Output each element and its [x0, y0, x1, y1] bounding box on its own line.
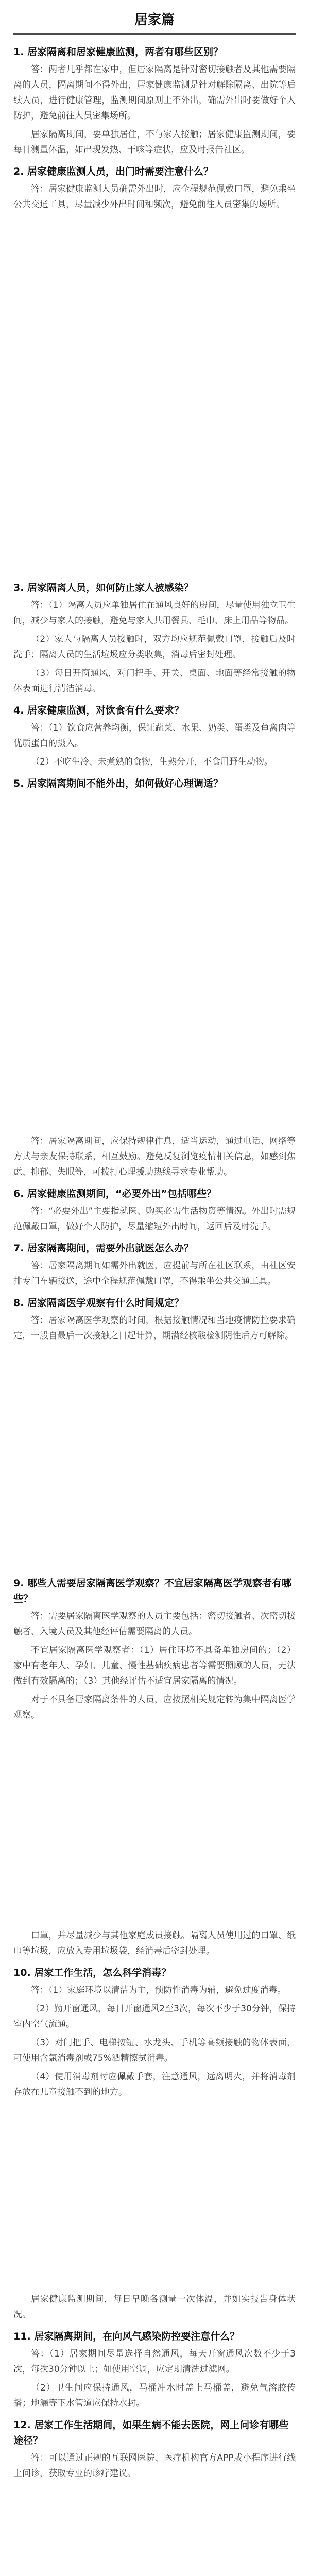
- section-5-body: [13, 1928, 296, 2100]
- answer-paragraph: 答：（1）家庭环境以清洁为主，预防性消毒为辅，避免过度消毒。: [31, 1985, 286, 1995]
- section-1-body: [13, 44, 296, 212]
- answer-paragraph: 答：居家健康监测人员确需外出时，应全程规范佩戴口罩，避免乘坐公共交通工具，尽量减少外出时间和频次，避免前往人员密集的场所。: [13, 184, 296, 210]
- answer-paragraph: 答：（1）居家期间尽量选择自然通风，每天开窗通风次数不少于3次，每次30分钟以上；如使用空调，应定期清洗过滤网。: [13, 2349, 296, 2375]
- answer-paragraph: 居家健康监测期间，每日早晚各测量一次体温，并如实报告身体状况。: [13, 2294, 296, 2320]
- section-6: [0, 2282, 309, 2576]
- section-3-body: [13, 1133, 296, 1344]
- section-6-body: [13, 2292, 296, 2481]
- question-heading: 10. 居家工作生活，怎么科学消毒？: [13, 1967, 171, 1978]
- section-5: [0, 1919, 309, 2238]
- answer-paragraph: 答：“必要外出”主要指就医、购买必需生活物资等情况。外出时需规范佩戴口罩，做好个人防护，尽量缩短外出时间，返回后及时洗手。: [13, 1206, 296, 1232]
- question-heading: 12. 居家工作生活期间，如果生病不能去医院，网上问诊有哪些途径？: [13, 2419, 289, 2446]
- answer-paragraph: 不宜居家隔离医学观察者：（1）居住环境不具备单独房间的；（2）家中有老年人、孕妇、儿童、慢性基础疾病患者等需要照顾的人员，无法做到有效隔离的；（3）其他经评估不适宜居家隔离的情况。: [13, 1645, 296, 1686]
- question-heading: 11. 居家隔离期间，在向风气感染防控要注意什么？: [13, 2331, 240, 2342]
- section-2-body: [13, 580, 296, 791]
- answer-paragraph: 答：居家隔离医学观察的时间，根据接触情况和当地疫情防控要求确定，一般自最后一次接触之日起计算，期满经核酸检测阴性后方可解除。: [13, 1315, 296, 1341]
- answer-paragraph: （4）使用消毒剂时应佩戴手套，注意通风，远离明火，并将消毒剂存放在儿童接触不到的地方。: [13, 2072, 296, 2097]
- section-divider: [0, 1516, 309, 1560]
- answer-paragraph: 答：可以通过正规的互联网医院、医疗机构官方APP或小程序进行线上问诊，获取专业的诊疗建议。: [13, 2453, 296, 2479]
- section-1: [0, 0, 309, 520]
- question-heading: 3. 居家隔离人员，如何防止家人被感染？: [13, 582, 194, 594]
- question-heading: 7. 居家隔离期间，需要外出就医怎么办？: [13, 1243, 194, 1254]
- answer-paragraph: 对于不具备居家隔离条件的人员，应按照相关规定转为集中隔离医学观察。: [13, 1694, 296, 1720]
- section-4: [0, 1560, 309, 1874]
- answer-paragraph: （2）不吃生冷、未煮熟的食物，生熟分开，不食用野生动物。: [31, 757, 273, 767]
- question-heading: 5. 居家隔离期间不能外出，如何做好心理调适？: [13, 778, 224, 789]
- question-heading: 2. 居家健康监测人员，出门时需要注意什么？: [13, 166, 214, 177]
- section-2: [0, 565, 309, 1080]
- section-divider: [0, 2238, 309, 2282]
- answer-paragraph: （3）每日开窗通风，对门把手、开关、桌面、地面等经常接触的物体表面进行清洁消毒。: [13, 668, 296, 694]
- section-divider: [0, 1080, 309, 1124]
- question-heading: 8. 居家隔离医学观察有什么时间规定？: [13, 1297, 184, 1309]
- answer-paragraph: 口罩，并尽量减少与其他家庭成员接触。隔离人员使用过的口罩、纸巾等垃圾，应放入专用垃圾袋，经消毒后密封处理。: [13, 1930, 296, 1956]
- answer-paragraph: （2）勤开窗通风，每日开窗通风2至3次，每次不少于30分钟，保持室内空气流通。: [13, 2004, 296, 2029]
- answer-paragraph: 居家隔离期间，要单独居住，不与家人接触；居家健康监测期间，要每日测量体温，如出现发热、干咳等症状，应及时报告社区。: [13, 129, 296, 155]
- question-heading: 4. 居家健康监测，对饮食有什么要求？: [13, 705, 184, 716]
- answer-paragraph: 答：需要居家隔离医学观察的人员主要包括：密切接触者、次密切接触者、入境人员及其他经评估需要隔离的人员。: [13, 1611, 296, 1637]
- question-heading: 9. 哪些人需要居家隔离医学观察？不宜居家隔离医学观察者有哪些？: [13, 1578, 292, 1604]
- answer-paragraph: （2）卫生间应保持通风，马桶冲水时盖上马桶盖，避免气溶胶传播；地漏等下水管道应保持水封。: [13, 2383, 296, 2409]
- answer-paragraph: （2）家人与隔离人员接触时，双方均应规范佩戴口罩，接触后及时洗手；隔离人员的生活垃圾应分类收集，消毒后密封处理。: [13, 634, 296, 660]
- section-divider: [0, 1874, 309, 1919]
- section-divider: [0, 520, 309, 565]
- question-heading: 1. 居家隔离和居家健康监测，两者有哪些区别？: [13, 46, 224, 58]
- answer-paragraph: 答：（1）隔离人员应单独居住在通风良好的房间，尽量使用独立卫生间，减少与家人的接触，避免与家人共用餐具、毛巾、床上用品等物品。: [13, 600, 296, 626]
- page-title: 居家篇: [13, 9, 296, 35]
- answer-paragraph: 答：（1）饮食应营养均衡，保证蔬菜、水果、奶类、蛋类及鱼禽肉等优质蛋白的摄入。: [13, 723, 296, 749]
- answer-paragraph: 答：居家隔离期间如需外出就医，应提前与所在社区联系，由社区安排专门车辆接送，途中全程规范佩戴口罩，不得乘坐公共交通工具。: [13, 1261, 296, 1286]
- question-heading: 6. 居家健康监测期间，“必要外出”包括哪些？: [13, 1188, 217, 1199]
- answer-paragraph: 答：两者几乎都在家中，但居家隔离是针对密切接触者及其他需要隔离的人员，隔离期间不得外出，居家健康监测是针对解除隔离、出院等后续人员，进行健康管理，监测期间原则上不外出，确需外出时要做好个人防护，避免前往人员密集场所。: [13, 64, 296, 121]
- answer-paragraph: 答：居家隔离期间，应保持规律作息，适当运动，通过电话、网络等方式与亲友保持联系，相互鼓励。避免反复浏览疫情相关信息，如感到焦虑、抑郁、失眠等，可拨打心理援助热线寻求专业帮助。: [13, 1136, 296, 1177]
- section-4-body: [13, 1575, 296, 1723]
- answer-paragraph: （3）对门把手、电梯按钮、水龙头、手机等高频接触的物体表面，可使用含氯消毒剂或75%酒精擦拭消毒。: [13, 2038, 296, 2063]
- section-3: [0, 1124, 309, 1516]
